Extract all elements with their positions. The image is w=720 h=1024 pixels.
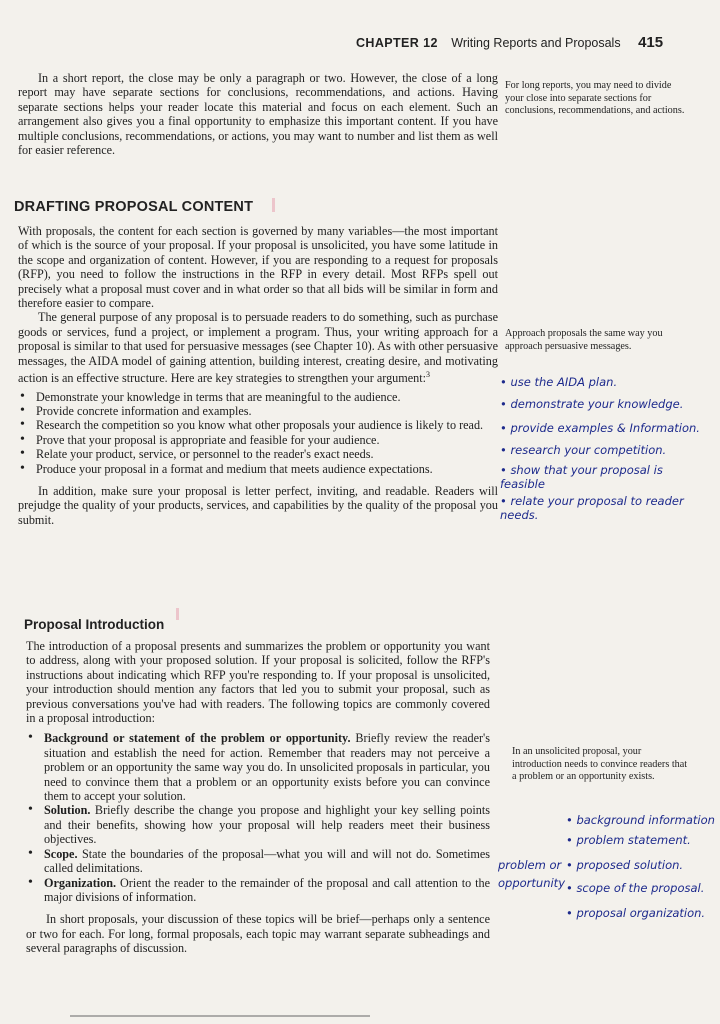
handwritten-note: • problem statement. [566,833,691,847]
handwritten-note: • show that your proposal is feasible [500,463,663,491]
topic-term: Organization. [44,875,117,890]
intro-paragraph-block [18,71,498,157]
page-bottom-edge [70,1015,370,1017]
handwritten-note: opportunity [498,876,565,890]
handwritten-note: • use the AIDA plan. [500,375,618,389]
chapter-label: CHAPTER 12 [356,36,438,50]
margin-note-persuasive: Approach proposals the same way you approach persuasive messages. [505,328,663,352]
handwritten-note: • provide examples & Information. [500,421,700,435]
topic-text: State the boundaries of the proposal—what you will and will not do. Sometimes called delimitations. [44,846,490,876]
handwritten-note: • background information [566,813,715,827]
list-item: • Demonstrate your knowledge in terms that are meaningful to the audience. [36,390,498,404]
handwritten-note: • relate your proposal to reader needs. [500,494,684,522]
handwritten-note: • proposal organization. [566,906,706,920]
highlight-mark [272,198,275,212]
topic-text: Orient the reader to the remainder of the proposal and call attention to the major divisions of information. [44,875,490,904]
margin-note-unsolicited: In an unsolicited proposal, your introduction needs to convince readers that a problem or an opportunity exists. [512,746,688,783]
footnote-ref: 3 [426,370,431,380]
introduction-section [26,639,490,956]
list-item: • Produce your proposal in a format and medium that meets audience expectations. [36,462,498,476]
introduction-paragraph-2: In short proposals, your discussion of these topics will be brief—perhaps only a sentence or two for each. For long, formal proposals, each topic may warrant separate subheadings and several paragraphs of discussion. [26,912,490,956]
introduction-topics-list [26,731,490,904]
handwritten-note: problem or [498,858,562,872]
handwritten-note: • demonstrate your knowledge. [500,397,684,411]
heading-proposal-introduction: Proposal Introduction [24,617,165,632]
introduction-paragraph-1: The introduction of a proposal presents and summarizes the problem or opportunity you want to address, along with your proposed solution. If your proposal is solicited, follow the RFP's instructions about indicating which RFP you're responding to. If your proposal is unsolicited, your introduction should mention any factors that led you to submit your proposal, such as previous conversations you've had with readers. The following topics are commonly covered in a proposal introduction: [26,639,490,726]
drafting-section [18,224,498,527]
drafting-paragraph-1: With proposals, the content for each section is governed by many variables—the most important of which is the source of your proposal. If your proposal is unsolicited, you have some latitude in the scope and organization of content. However, if you are responding to a request for proposals (RFP), you need to follow the instructions in the RFP in every detail. Most RFPs spell out precisely what a proposal must cover and in what order so that all bids will be similar in form and therefore easier to compare. [18,224,498,311]
topic-term: Solution. [44,803,91,818]
list-item [44,847,490,876]
running-header [356,34,663,51]
section-title: Writing Reports and Proposals [451,36,621,50]
list-item: • Prove that your proposal is appropriate and feasible for your audience. [36,433,498,447]
topic-term: Background or statement of the problem or opportunity. [44,731,351,746]
handwritten-note: • proposed solution. [566,858,684,872]
list-item [44,731,490,803]
list-item [44,876,490,905]
highlight-mark [176,608,179,620]
drafting-paragraph-2 [18,310,498,385]
handwritten-note: • research your competition. [500,443,667,457]
topic-text: Briefly describe the change you propose and highlight your key selling points and their benefits, showing how your proposal will help readers meet their business objectives. [44,803,490,847]
drafting-paragraph-2-text: The general purpose of any proposal is to persuade readers to do something, such as purchase goods or services, fund a project, or implement a program. Thus, your writing approach for a proposal is similar to that used for persuasive messages (see Chapter 10). As with other persuasive messages, the AIDA model of gaining attention, building interest, creating desire, and motivating action is an effective structure. Here are key strategies to strengthen your argument: [18,310,498,386]
page-number: 415 [638,34,664,51]
margin-note-long-reports: For long reports, you may need to divide your close into separate sections for conclusions, recommendations, and actions. [505,80,685,117]
handwritten-note: • scope of the proposal. [566,881,705,895]
topic-term: Scope. [44,846,78,861]
topic-text: Briefly review the reader's situation and establish the need for action. Remember that readers may not perceive a problem or an opportunity the same way you do. In unsolicited proposals in particular, you need to convince them that a problem or an opportunity exists before you can convince them to accept your solution. [44,731,490,804]
list-item: • Relate your product, service, or personnel to the reader's exact needs. [36,447,498,461]
intro-paragraph: In a short report, the close may be only a paragraph or two. However, the close of a long report may have separate sections for conclusions, recommendations, and actions. Having separate sections helps your reader locate this material and focus on each element. Such an arrangement also gives you a final opportunity to emphasize this important content. If you have multiple conclusions, recommendations, or actions, you may want to number and list them as well for easier reference. [18,71,498,158]
drafting-paragraph-3: In addition, make sure your proposal is letter perfect, inviting, and readable. Readers will prejudge the quality of your products, services, and capabilities by the quality of the proposal you submit. [18,483,498,527]
strategies-list [18,390,498,476]
heading-drafting-proposal-content: DRAFTING PROPOSAL CONTENT [14,199,254,215]
list-item: • Research the competition so you know what other proposals your audience is likely to read. [36,418,498,432]
list-item: • Provide concrete information and examples. [36,404,498,418]
list-item [44,803,490,846]
